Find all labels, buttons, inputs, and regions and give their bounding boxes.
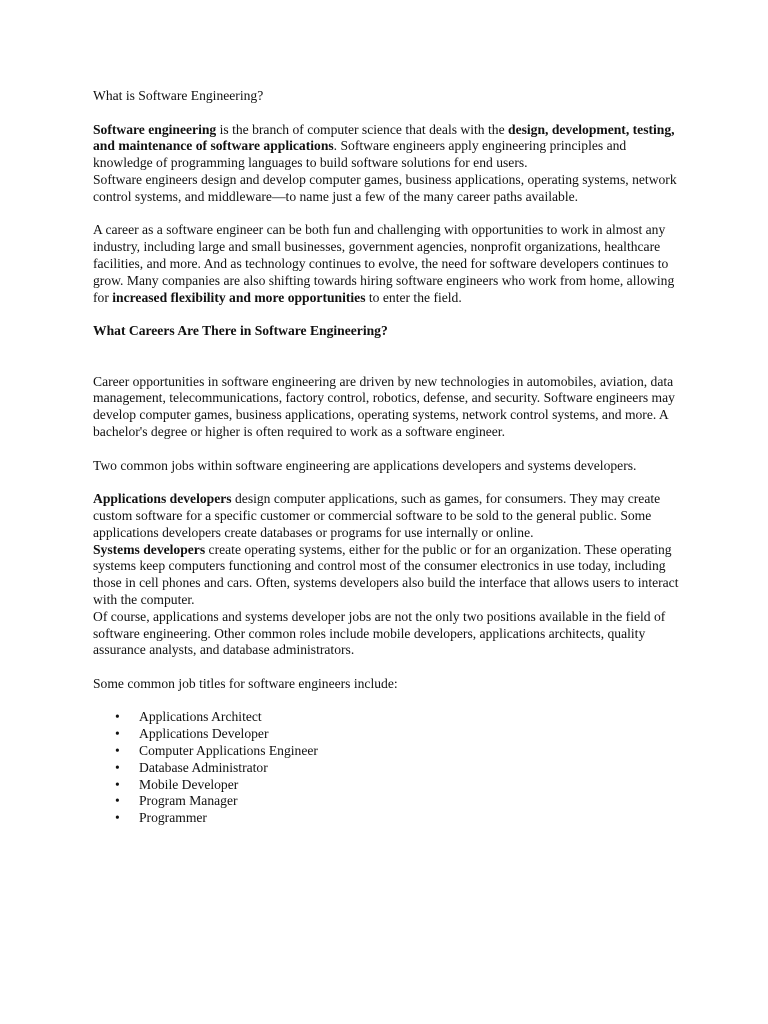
- intro-paragraph: [93, 122, 683, 172]
- bold-term: Software engineering: [93, 121, 217, 137]
- document-page: [93, 88, 683, 827]
- list-item-text: Applications Developer: [139, 726, 269, 742]
- opportunities-paragraph: Career opportunities in software engineering are driven by new technologies in automobiles, aviation, data management, telecommunications, factory control, robotics, defense, and security. Software engineers may develop computer games, business applications, operating systems, network control systems, and more. A bachelor's degree or higher is often required to work as a software engineer.: [93, 373, 675, 439]
- career-paragraph: [93, 222, 683, 306]
- job-titles-list: [93, 709, 683, 827]
- bullet-icon: •: [115, 810, 120, 826]
- list-item: [93, 726, 683, 743]
- list-item: [93, 810, 683, 827]
- spacer: [93, 340, 683, 374]
- bullet-icon: •: [115, 743, 120, 759]
- bullet-icon: •: [115, 759, 120, 775]
- bold-term: design, development, testing, and maintenance of software applications: [93, 121, 675, 154]
- career-paths-paragraph: Software engineers design and develop computer games, business applications, operating systems, network control systems, and middleware—to name just a few of the many career paths available.: [93, 171, 677, 204]
- job-titles-intro: Some common job titles for software engineers include:: [93, 675, 398, 691]
- text-run: create operating systems, either for the public or for an organization. These operating systems keep computers functioning and control most of the consumer electronics in use today, including those in cell phones and cars. Often, systems developers also build the interface that allows users to interact with the computer.: [93, 541, 679, 607]
- bullet-icon: •: [115, 709, 120, 725]
- spacer: [93, 474, 683, 491]
- text-run: A career as a software engineer can be both fun and challenging with opportunities to work in almost any industry, including large and small businesses, government agencies, nonprofit organizations, healthcare facilities, and more. And as technology continues to evolve, the need for software developers continues to grow. Many companies are also shifting towards hiring software engineers who work from home, allowing for: [93, 222, 675, 305]
- list-item-text: Applications Architect: [139, 709, 262, 725]
- bullet-icon: •: [115, 776, 120, 792]
- spacer: [93, 105, 683, 122]
- document-title: What is Software Engineering?: [93, 88, 264, 103]
- bullet-icon: •: [115, 726, 120, 742]
- list-item-text: Database Administrator: [139, 759, 268, 775]
- spacer: [93, 306, 683, 323]
- list-item: [93, 743, 683, 760]
- list-item-text: Computer Applications Engineer: [139, 743, 318, 759]
- spacer: [93, 659, 683, 676]
- spacer: [93, 441, 683, 458]
- spacer: [93, 206, 683, 223]
- bold-term: Systems developers: [93, 541, 206, 557]
- systems-developers-paragraph: [93, 542, 683, 609]
- list-item: [93, 777, 683, 794]
- text-run: is the branch of computer science that deals with the: [216, 121, 509, 137]
- bullet-icon: •: [115, 793, 120, 809]
- applications-developers-paragraph: [93, 491, 683, 541]
- bold-term: increased flexibility and more opportunities: [112, 289, 366, 305]
- spacer: [93, 693, 683, 710]
- list-item-text: Program Manager: [139, 793, 238, 809]
- heading-text: What Careers Are There in Software Engineering?: [93, 323, 388, 339]
- text-run: design computer applications, such as games, for consumers. They may create custom software for a specific customer or commercial software to be sold to the general public. Some applications developers create databases or programs for use internally or online.: [93, 491, 661, 540]
- other-roles-paragraph: Of course, applications and systems developer jobs are not the only two positions available in the field of software engineering. Other common roles include mobile developers, applications architects, quality assurance analysts, and database administrators.: [93, 608, 666, 658]
- common-jobs-paragraph: Two common jobs within software engineering are applications developers and systems developers.: [93, 457, 637, 473]
- text-run: . Software engineers apply engineering principles and knowledge of programming languages to build software solutions for end users.: [93, 138, 627, 171]
- list-item: [93, 793, 683, 810]
- careers-heading: [93, 323, 683, 340]
- list-item: [93, 760, 683, 777]
- list-item-text: Programmer: [139, 810, 207, 826]
- list-item: [93, 709, 683, 726]
- text-run: to enter the field.: [365, 289, 462, 305]
- bold-term: Applications developers: [93, 491, 232, 507]
- list-item-text: Mobile Developer: [139, 776, 239, 792]
